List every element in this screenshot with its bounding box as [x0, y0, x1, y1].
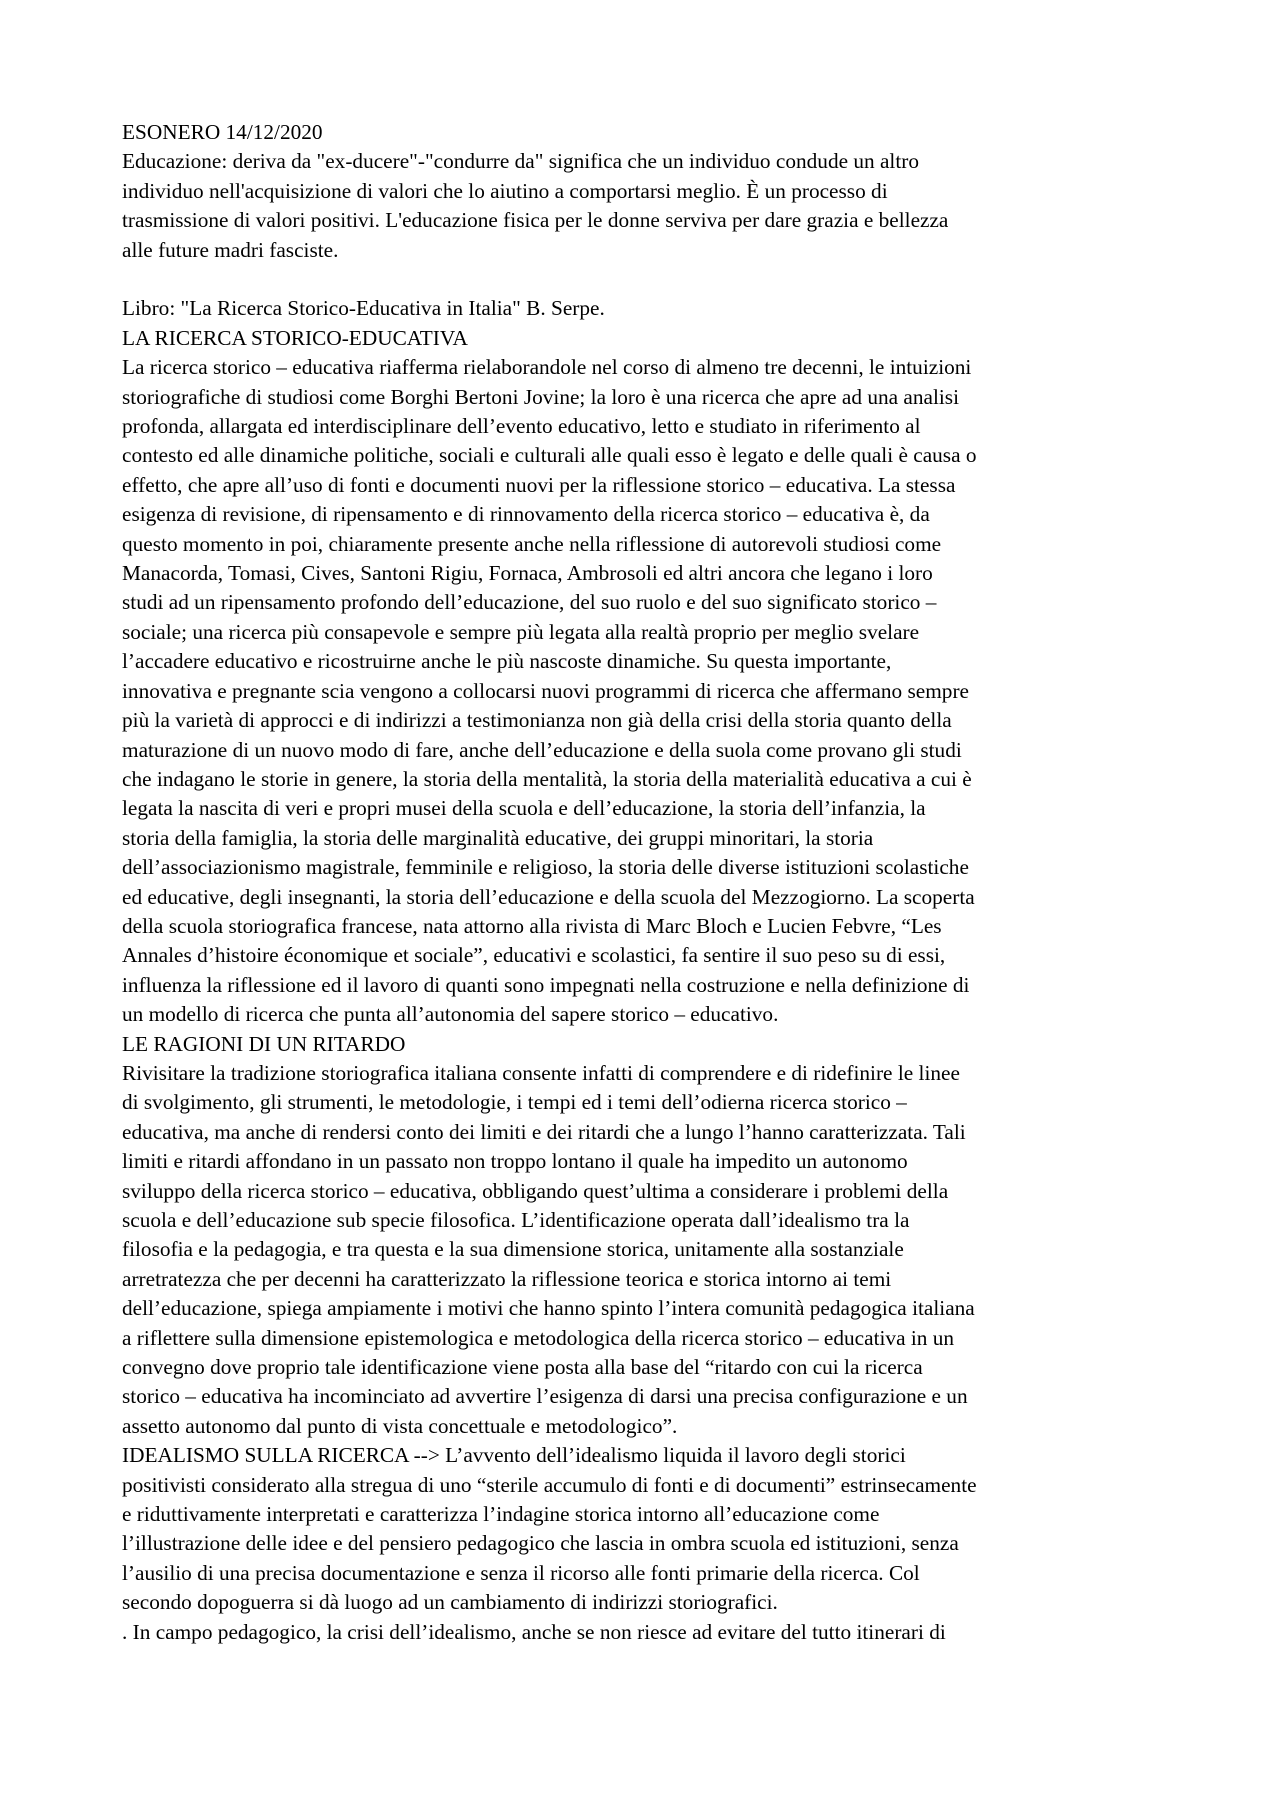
text-line: l’ausilio di una precisa documentazione e senza il ricorso alle fonti primarie della ricerca. Col [122, 1560, 920, 1585]
section-heading-ricerca [122, 324, 1172, 353]
text-line: storico – educativa ha incominciato ad avvertire l’esigenza di darsi una precisa configurazione e un [122, 1384, 968, 1409]
text-line: . In campo pedagogico, la crisi dell’idealismo, anche se non riesce ad evitare del tutto itinerari di [122, 1619, 946, 1644]
text-line: l’illustrazione delle idee e del pensiero pedagogico che lascia in ombra scuola ed istituzioni, senza [122, 1531, 959, 1556]
text-line: l’accadere educativo e ricostruirne anche le più nascoste dinamiche. Su questa importante, [122, 649, 892, 674]
text-line: limiti e ritardi affondano in un passato non troppo lontano il quale ha impedito un autonomo [122, 1149, 908, 1174]
text-line: sviluppo della ricerca storico – educativa, obbligando quest’ultima a considerare i problemi della [122, 1178, 949, 1203]
text-line: scuola e dell’educazione sub specie filosofica. L’identificazione operata dall’idealismo tra la [122, 1208, 910, 1233]
text-line: filosofia e la pedagogia, e tra questa e la sua dimensione storica, unitamente alla sostanziale [122, 1237, 904, 1262]
text-line: profonda, allargata ed interdisciplinare dell’evento educativo, letto e studiato in riferimento al [122, 414, 921, 439]
text-line: alle future madri fasciste. [122, 237, 339, 262]
text-line: e riduttivamente interpretati e caratterizza l’indagine storica intorno all’educazione come [122, 1502, 880, 1527]
text-line: positivisti considerato alla stregua di uno “sterile accumulo di fonti e di documenti” estrinsecamente [122, 1472, 977, 1497]
text-line: legata la nascita di veri e propri musei della scuola e dell’educazione, la storia dell’infanzia, la [122, 796, 926, 821]
text-line: ed educative, degli insegnanti, la storia dell’educazione e della scuola del Mezzogiorno. La scoperta [122, 884, 975, 909]
section-heading: LE RAGIONI DI UN RITARDO [122, 1031, 406, 1056]
text-line: sociale; una ricerca più consapevole e sempre più legata alla realtà proprio per meglio svelare [122, 619, 920, 644]
text-line: innovativa e pregnante scia vengono a collocarsi nuovi programmi di ricerca che affermano sempre [122, 678, 969, 703]
section-body-idealismo [122, 1441, 1172, 1647]
text-line: storiografiche di studiosi come Borghi Bertoni Jovine; la loro è una ricerca che apre ad una analisi [122, 384, 960, 409]
text-line: Annales d’histoire économique et sociale”, educativi e scolastici, fa sentire il suo peso su di essi, [122, 943, 946, 968]
text-line: Manacorda, Tomasi, Cives, Santoni Rigiu, Fornaca, Ambrosoli ed altri ancora che legano i loro [122, 561, 933, 586]
header-line: ESONERO 14/12/2020 [122, 120, 323, 144]
document-header [122, 118, 1172, 147]
text-line: storia della famiglia, la storia delle marginalità educative, dei gruppi minoritari, la storia [122, 825, 874, 850]
text-line: influenza la riflessione ed il lavoro di quanti sono impegnati nella costruzione e nella definizione di [122, 972, 970, 997]
book-reference [122, 294, 1172, 323]
text-line: che indagano le storie in genere, la storia della mentalità, la storia della materialità educativa a cui è [122, 766, 972, 791]
text-line: dell’educazione, spiega ampiamente i motivi che hanno spinto l’intera comunità pedagogica italiana [122, 1296, 975, 1321]
text-line: di svolgimento, gli strumenti, le metodologie, i tempi ed i temi dell’odierna ricerca storico – [122, 1090, 907, 1115]
text-line: dell’associazionismo magistrale, femminile e religioso, la storia delle diverse istituzioni scolastiche [122, 855, 969, 880]
text-line: un modello di ricerca che punta all’autonomia del sapere storico – educativo. [122, 1002, 779, 1027]
intro-paragraph [122, 147, 1172, 265]
text-line: maturazione di un nuovo modo di fare, anche dell’educazione e della suola come provano gli studi [122, 737, 962, 762]
book-reference-line: Libro: "La Ricerca Storico-Educativa in Italia" B. Serpe. [122, 296, 605, 321]
text-line: arretratezza che per decenni ha caratterizzato la riflessione teorica e storica intorno ai temi [122, 1266, 892, 1291]
text-line: studi ad un ripensamento profondo dell’educazione, del suo ruolo e del suo significato storico – [122, 590, 937, 615]
text-line: della scuola storiografica francese, nata attorno alla rivista di Marc Bloch e Lucien Febvre, “Les [122, 913, 942, 938]
document-page [122, 118, 1172, 1647]
text-line: assetto autonomo dal punto di vista concettuale e metodologico”. [122, 1413, 678, 1438]
text-line: educativa, ma anche di rendersi conto dei limiti e dei ritardi che a lungo l’hanno caratterizzata. Tali [122, 1119, 966, 1144]
text-line: più la varietà di approcci e di indirizzi a testimonianza non già della crisi della storia quanto della [122, 708, 952, 733]
section-body-ritardo [122, 1059, 1172, 1441]
section-body-ricerca [122, 353, 1172, 1029]
text-line: convegno dove proprio tale identificazione viene posta alla base del “ritardo con cui la ricerca [122, 1355, 923, 1380]
blank-line [122, 265, 1172, 294]
text-line: a riflettere sulla dimensione epistemologica e metodologica della ricerca storico – educativa in un [122, 1325, 955, 1350]
text-line: contesto ed alle dinamiche politiche, sociali e culturali alle quali esso è legato e delle quali è causa o [122, 443, 977, 468]
text-line: effetto, che apre all’uso di fonti e documenti nuovi per la riflessione storico – educativa. La stessa [122, 472, 956, 497]
text-line: IDEALISMO SULLA RICERCA --> L’avvento dell’idealismo liquida il lavoro degli storici [122, 1443, 906, 1468]
text-line: trasmissione di valori positivi. L'educazione fisica per le donne serviva per dare grazia e bellezza [122, 208, 949, 233]
text-line: esigenza di revisione, di ripensamento e di rinnovamento della ricerca storico – educativa è, da [122, 502, 930, 527]
text-line: secondo dopoguerra si dà luogo ad un cambiamento di indirizzi storiografici. [122, 1590, 778, 1615]
section-heading: LA RICERCA STORICO-EDUCATIVA [122, 325, 468, 350]
section-heading-ritardo [122, 1030, 1172, 1059]
text-line: La ricerca storico – educativa riafferma rielaborandole nel corso di almeno tre decenni, le intuizioni [122, 355, 972, 380]
text-line: Educazione: deriva da "ex-ducere"-"condurre da" significa che un individuo condude un altro [122, 149, 920, 174]
text-line: individuo nell'acquisizione di valori che lo aiutino a comportarsi meglio. È un processo di [122, 178, 888, 203]
text-line: Rivisitare la tradizione storiografica italiana consente infatti di comprendere e di ridefinire le linee [122, 1060, 960, 1085]
text-line: questo momento in poi, chiaramente presente anche nella riflessione di autorevoli studiosi come [122, 531, 942, 556]
